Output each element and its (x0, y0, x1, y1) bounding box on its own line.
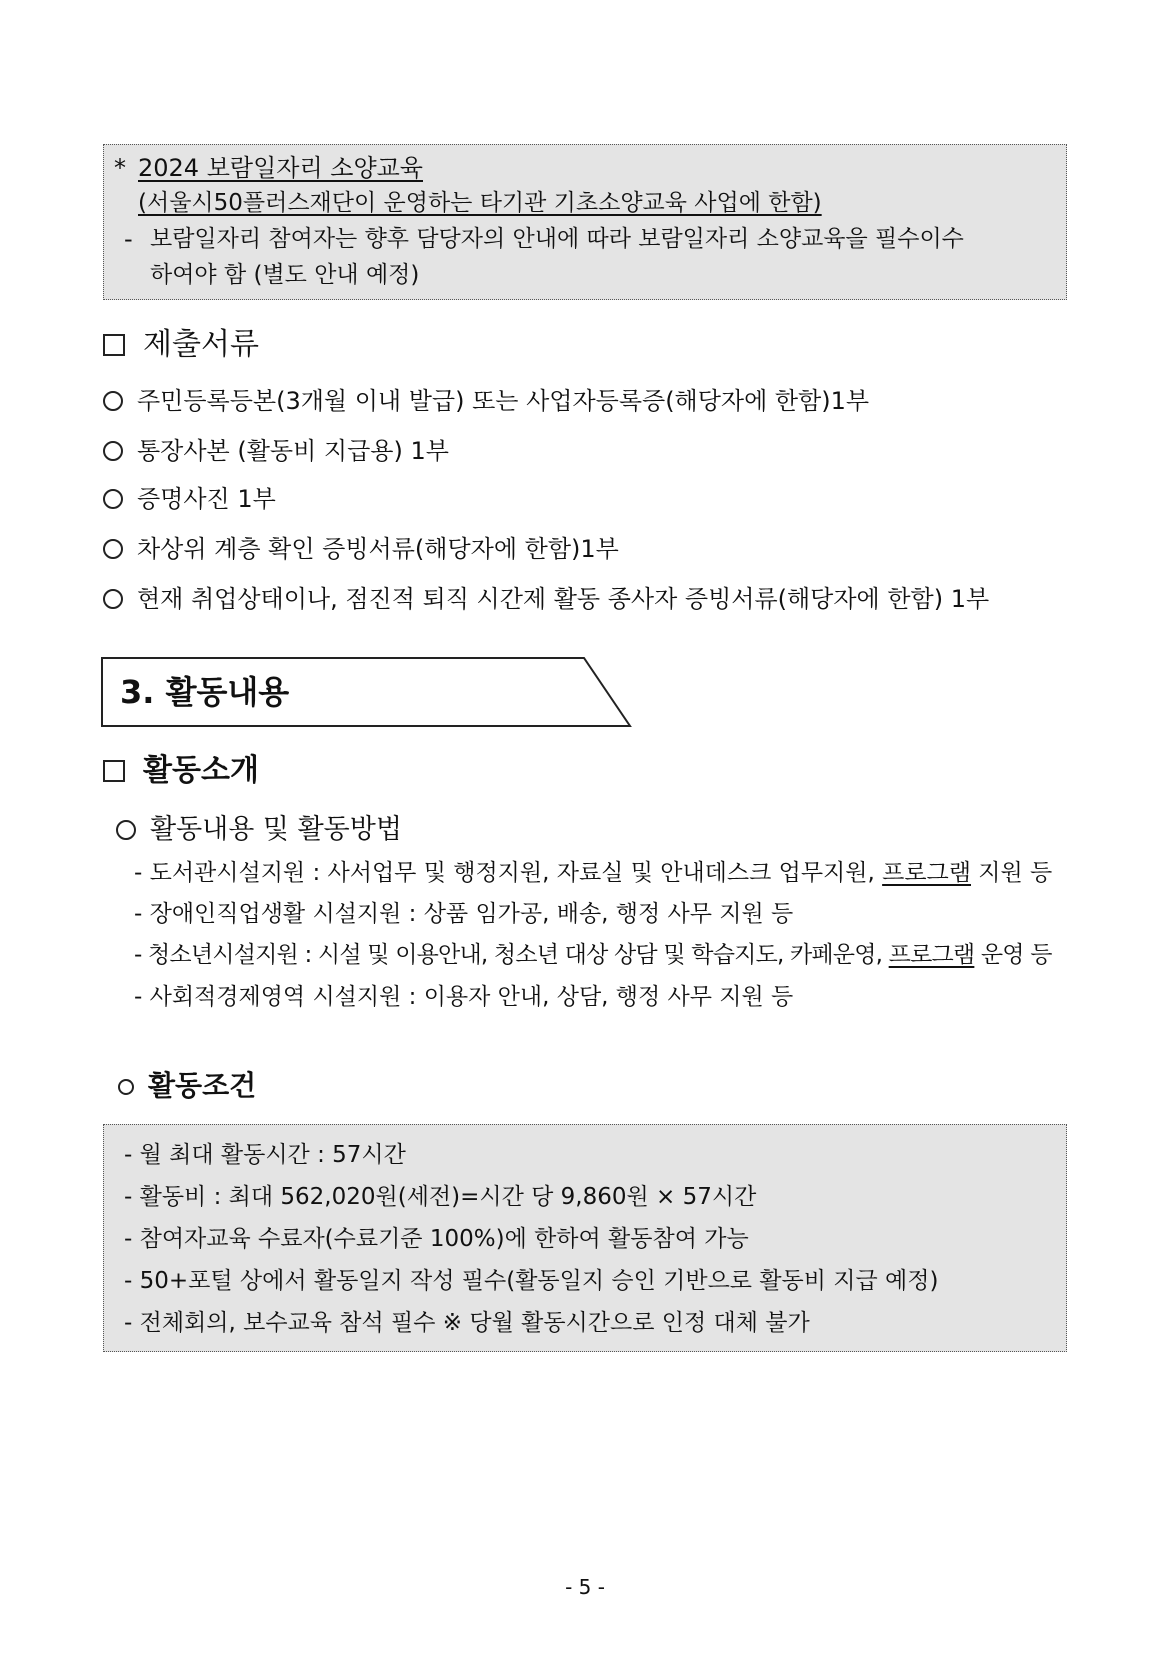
notice-star: * (114, 154, 126, 182)
condition-item: - 참여자교육 수료자(수료기준 100%)에 한하여 활동참여 가능 (124, 1226, 749, 1252)
intro-subheading: 활동내용 및 활동방법 (116, 813, 402, 847)
notice-subtitle: (서울시50플러스재단이 운영하는 타기관 기초소양교육 사업에 한함) (138, 190, 822, 216)
circle-bullet-icon (103, 441, 123, 461)
intro-item: - 사회적경제영역 시설지원 : 이용자 안내, 상담, 행정 사무 지원 등 (134, 984, 794, 1010)
list-item: 주민등록등본(3개월 이내 발급) 또는 사업자등록증(해당자에 한함)1부 (103, 386, 869, 416)
circle-bullet-icon (103, 589, 123, 609)
condition-item: - 활동비 : 최대 562,020원(세전)=시간 당 9,860원 × 57시간 (124, 1184, 757, 1210)
checkbox-square-icon (103, 334, 125, 356)
circle-bullet-icon (103, 391, 123, 411)
notice-line2: 하여야 함 (별도 안내 예정) (150, 262, 420, 288)
circle-bullet-icon (103, 539, 123, 559)
checkbox-square-icon (103, 760, 125, 782)
notice-dash: - (124, 225, 133, 253)
intro-heading: 활동소개 (103, 752, 259, 790)
list-item: 차상위 계층 확인 증빙서류(해당자에 한함)1부 (103, 534, 619, 564)
page-number: - 5 - (565, 1575, 605, 1599)
conditions-heading: 활동조건 (118, 1068, 256, 1104)
list-item: 현재 취업상태이나, 점진적 퇴직 시간제 활동 종사자 증빙서류(해당자에 한함) 1부 (103, 584, 989, 614)
documents-heading: 제출서류 (103, 326, 259, 364)
condition-item: - 월 최대 활동시간 : 57시간 (124, 1142, 406, 1168)
list-item: 통장사본 (활동비 지급용) 1부 (103, 436, 449, 466)
intro-item: - 장애인직업생활 시설지원 : 상품 임가공, 배송, 행정 사무 지원 등 (134, 901, 794, 927)
list-item: 증명사진 1부 (103, 484, 276, 514)
circle-bullet-icon (118, 1079, 134, 1095)
circle-bullet-icon (103, 489, 123, 509)
intro-item: - 도서관시설지원 : 사서업무 및 행정지원, 자료실 및 안내데스크 업무지원, 프로그램 지원 등 (134, 860, 1053, 886)
condition-item: - 50+포털 상에서 활동일지 작성 필수(활동일지 승인 기반으로 활동비 지급 예정) (124, 1268, 939, 1294)
circle-bullet-icon (116, 820, 136, 840)
section-title: 3. 활동내용 (120, 673, 290, 711)
notice-title: 2024 보람일자리 소양교육 (138, 154, 423, 182)
notice-line1: 보람일자리 참여자는 향후 담당자의 안내에 따라 보람일자리 소양교육을 필수이수 (150, 226, 964, 252)
condition-item: - 전체회의, 보수교육 참석 필수 ※ 당월 활동시간으로 인정 대체 불가 (124, 1310, 810, 1336)
intro-item: - 청소년시설지원 : 시설 및 이용안내, 청소년 대상 상담 및 학습지도, 카페운영, 프로그램 운영 등 (134, 942, 1052, 968)
